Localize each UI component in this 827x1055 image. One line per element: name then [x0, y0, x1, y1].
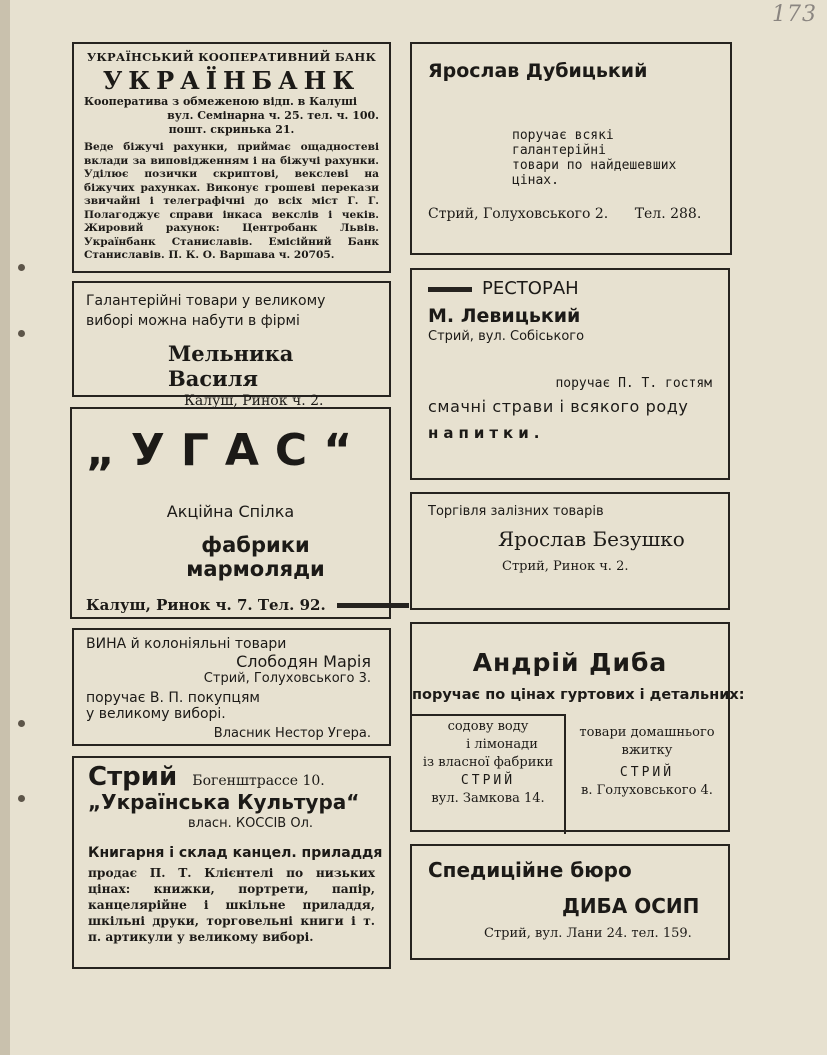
osyp-name: ДИБА ОСИП — [562, 894, 700, 918]
ugas-name: „УГАС“ — [86, 425, 369, 476]
dyba-left3: із власної фабрики — [422, 755, 554, 770]
ugas-line1: Акційна Спілка — [166, 502, 295, 521]
punch-hole — [18, 720, 25, 727]
kultura-body: продає П. Т. Клієнтелі по низьких цінах: книжки, портрети, папір, канцелярійне і шкільне приладдя, шкільні друки, торговельні книги і т. п. артикули у великому виборі. — [88, 866, 375, 944]
levytskyi-line1: поручає П. Т. гостям — [555, 376, 712, 391]
osyp-address: Стрий, вул. Лани 24. тел. 159. — [484, 926, 692, 941]
levytskyi-address: Стрий, вул. Собіського — [428, 329, 585, 344]
decorative-rule — [337, 603, 409, 608]
page-number: 173 — [772, 2, 817, 27]
ugas-line2: фабрики мармоляди — [186, 533, 325, 581]
melnyk-line1: Галантерійні товари у великому — [86, 293, 326, 309]
slobodian-line3: у великому виборі. — [86, 706, 226, 722]
kultura-city: Стрий — [88, 762, 178, 792]
kultura-owner: власн. КОССІВ Ол. — [188, 816, 314, 831]
dyba-left5: вул. Замкова 14. — [431, 791, 545, 806]
bezushko-address: Стрий, Ринок ч. 2. — [502, 559, 629, 574]
slobodian-name: Слободян Марія — [236, 652, 371, 671]
levytskyi-label: РЕСТОРАН — [482, 278, 579, 299]
ad-levytskyi — [410, 268, 730, 480]
ad-osyp-dyba — [410, 844, 730, 960]
melnyk-address: Калуш, Ринок ч. 2. — [184, 393, 324, 409]
bezushko-label: Торгівля залізних товарів — [428, 504, 604, 519]
kultura-street: Богенштрассе 10. — [192, 773, 325, 789]
punch-hole — [18, 264, 25, 271]
slobodian-owner: Власник Нестор Угера. — [213, 726, 371, 741]
punch-hole — [18, 795, 25, 802]
bank-body: Веде біжучі рахунки, приймає ощадностеві вклади за виповідженням і на біжучі рахунки. Уділює позички скриптові, векслеві на біжучих рахунках. Виконує грошеві перекази звичайні і телеграфічні до всіх міст Г. Г. Полагоджує справи інкаса векслів і чеків. Жировий рахунок: Центробанк Львів. Українбанк Станиславів. Емісійний Банк Станиславів. П. К. О. Варшава ч. 20705. — [84, 141, 379, 261]
ugas-address: Калуш, Ринок ч. 7. Тел. 92. — [86, 596, 326, 614]
dubytskyi-address: Стрий, Голуховського 2. — [428, 206, 609, 222]
levytskyi-name: М. Левицький — [428, 305, 581, 327]
dubytskyi-line2: товари по найдешевших — [512, 158, 677, 173]
melnyk-line2: виборі можна набути в фірмі — [86, 313, 300, 329]
ad-melnyk — [72, 281, 391, 409]
dubytskyi-line1: поручає всякі галантерійні — [512, 128, 614, 158]
kultura-heading: Книгарня і склад канцел. приладдя — [88, 845, 383, 861]
bezushko-name: Ярослав Безушко — [498, 527, 685, 551]
ad-bezushko — [410, 492, 730, 610]
dyba-right4: в. Голуховського 4. — [581, 783, 713, 798]
osyp-label: Спедиційне бюро — [428, 858, 632, 882]
dubytskyi-line3: цінах. — [512, 173, 559, 188]
kultura-name: „Українська Культура“ — [88, 790, 360, 814]
dubytskyi-phone: Тел. 288. — [634, 206, 702, 222]
levytskyi-line2: смачні страви і всякого роду — [428, 397, 689, 416]
ad-dubytskyi — [410, 42, 732, 255]
dyba-name: Андрій Диба — [472, 648, 668, 677]
bank-line1: Кооператива з обмеженою відп. в Калуші — [84, 95, 358, 108]
ad-ugas — [70, 407, 391, 619]
melnyk-name: Мельника Василя — [168, 341, 294, 391]
bank-line2: вул. Семінарна ч. 25. тел. ч. 100. — [167, 109, 379, 122]
punch-hole — [18, 330, 25, 337]
bank-name: УКРАЇНБАНК — [102, 66, 361, 95]
binding-edge — [0, 0, 10, 1055]
ad-slobodian — [72, 628, 391, 746]
decorative-rule — [428, 287, 472, 292]
dyba-right-column — [566, 714, 728, 834]
bank-line3: пошт. скринька 21. — [168, 123, 295, 136]
dyba-left2: і лімонади — [466, 737, 538, 752]
dyba-left4: СТРИЙ — [460, 773, 516, 788]
dyba-right1: товари домашнього — [579, 725, 715, 740]
slobodian-line1: ВИНА й колоніяльні товари — [86, 636, 287, 652]
ad-ukrainbank — [72, 42, 391, 273]
levytskyi-line3: напитки. — [428, 424, 545, 442]
slobodian-address: Стрий, Голуховського 3. — [203, 671, 371, 686]
dyba-tagline: поручає по цінах гуртових і детальних: — [412, 687, 745, 703]
dubytskyi-name: Ярослав Дубицький — [428, 60, 648, 82]
dyba-left-column — [412, 714, 566, 834]
dyba-left1: содову воду — [447, 719, 529, 734]
dyba-right2: вжитку — [621, 743, 673, 758]
slobodian-line2: поручає В. П. покупцям — [86, 690, 260, 706]
bank-header: УКРАЇНСЬКИЙ КООПЕРАТИВНИЙ БАНК — [86, 50, 377, 64]
dyba-right3: СТРИЙ — [619, 765, 675, 780]
ad-ukrainska-kultura — [72, 756, 391, 969]
ad-andrii-dyba — [410, 622, 745, 832]
